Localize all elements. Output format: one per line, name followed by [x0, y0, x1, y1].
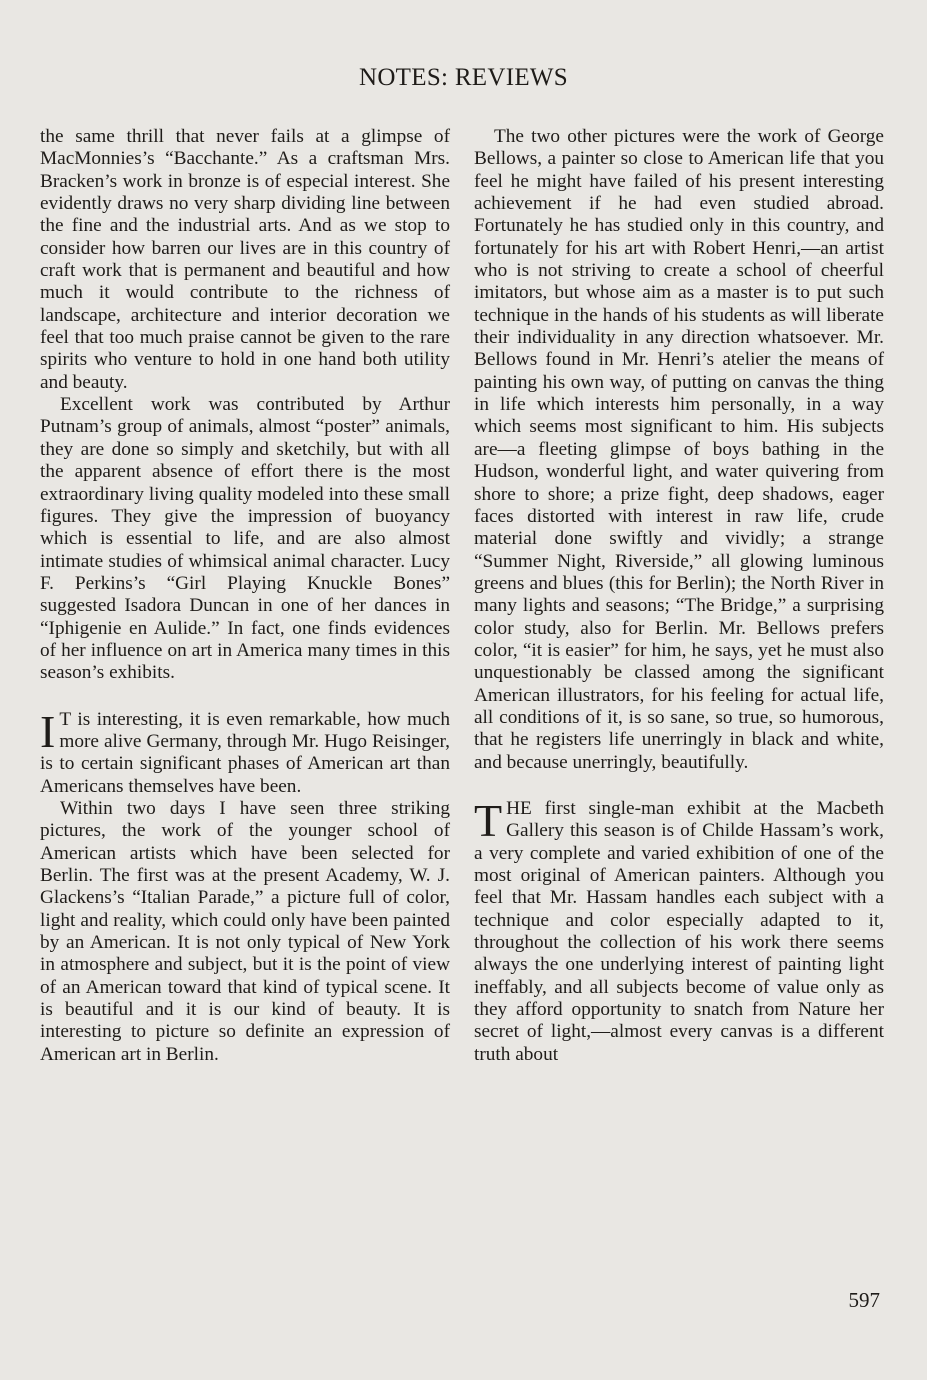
left-paragraph-2: Excellent work was contributed by Arthur Putnam’s group of animals, almost “poster” animals, they are done so simply and sketchily, but with all the apparent absence of effort there is the most extraordinary living quality modeled into these small figures. They give the impression of buoyancy which is essential to life, and are also almost intimate studies of whimsical animal character. Lucy F. Perkins’s “Girl Playing Knuckle Bones” suggested Isadora Duncan in one of her dances in “Iphigenie en Aulide.” In fact, one finds evidences of her influence on art in America many times in this season’s exhibits.	[40, 394, 450, 684]
left-paragraph-1: the same thrill that never fails at a glimpse of MacMonnies’s “Bacchante.” As a craftsman Mrs. Bracken’s work in bronze is of especial interest. She evidently draws no very sharp dividing line between the fine and the industrial arts. And as we stop to consider how barren our lives are in this country of craft work that is permanent and beautiful and how much it would contribute to the richness of landscape, architecture and interior decoration we feel that too much praise cannot be given to the rare spirits who venture to hold in one hand both utility and beauty.	[40, 126, 450, 393]
right-paragraph-2	[474, 794, 884, 1066]
drop-cap-letter: I	[40, 705, 56, 757]
left-column	[40, 126, 450, 1066]
right-paragraph-2-text: HE first single-man exhibit at the Macbeth Gallery this season is of Childe Hassam’s work, a very complete and varied exhibition of one of the most original of American painters. Although you feel that Mr. Hassam handles each subject with a technique and color especially adapted to it, throughout the collection of his work there seems always the one underlying interest of painting light ineffably, and all subjects become of value only as they afford opportunity to snatch from Nature her secret of light,—almost every canvas is a different truth about	[474, 797, 884, 1065]
right-column	[474, 126, 884, 1066]
left-paragraph-3	[40, 705, 450, 798]
right-paragraph-1: The two other pictures were the work of George Bellows, a painter so close to American life that you feel he might have failed of his present interesting achievement if he had even studied abroad. Fortunately he has studied only in this country, and fortunately for his art with Robert Henri,—an artist who is not striving to create a school of cheerful imitators, but whose aim as a master is to put such technique in the hands of his students as will liberate their individuality in any direction whatsoever. Mr. Bellows found in Mr. Henri’s atelier the means of painting his own way, of putting on canvas the thing in life which interests him personally, in a way which seems most significant to him. His subjects are—a fleeting glimpse of boys bathing in the Hudson, wonderful light, and water quivering from shore to shore; a prize fight, deep shadows, eager faces distorted with interest in raw life, crude material done swiftly and vividly; a strange “Summer Night, Riverside,” all glowing luminous greens and blues (this for Berlin); the North River in many lights and seasons; “The Bridge,” a surprising color study, also for Berlin. Mr. Bellows prefers color, “it is easier” for him, he says, yet he must also unquestionably be classed among the significant American illustrators, for his feeling for actual life, all conditions of it, is so sane, so true, so humorous, that he registers life unerringly in black and white, and because unerringly, beautifully.	[474, 126, 884, 773]
left-paragraph-4: Within two days I have seen three striking pictures, the work of the younger school of American artists which have been selected for Berlin. The first was at the present Academy, W. J. Glackens’s “Italian Parade,” a picture full of color, light and reality, which could only have been painted by an American. It is not only typical of New York in atmosphere and subject, but it is the point of view of an American toward that kind of typical scene. It is beautiful and it is our kind of beauty. It is interesting to picture so definite an expression of American art in Berlin.	[40, 797, 450, 1065]
page-number: 597	[848, 1288, 880, 1312]
drop-cap-letter: T	[474, 794, 503, 846]
left-paragraph-3-text: T is interesting, it is even remarkable, how much more alive Germany, through Mr. Hugo Reisinger, is to certain significant phases of American art than Americans themselves have been.	[40, 708, 450, 797]
running-head-title: NOTES: REVIEWS	[358, 64, 569, 91]
